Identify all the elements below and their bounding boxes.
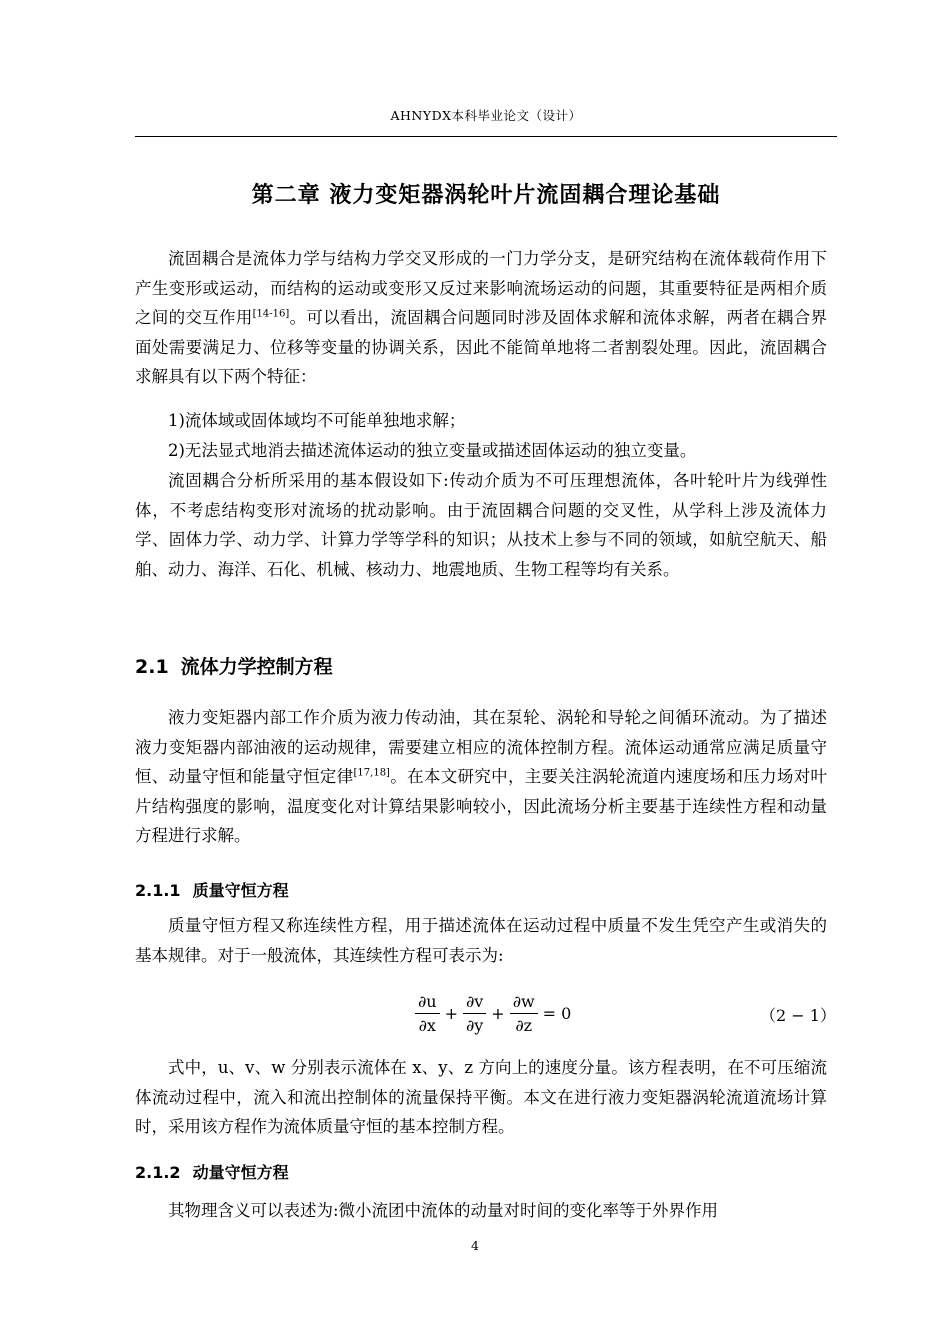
section-number: 2.1 (135, 656, 169, 678)
intro-paragraph-1 (135, 244, 827, 392)
continuity-equation (413, 988, 574, 1038)
plus-sign: + (444, 1003, 458, 1023)
fraction-du-dx (415, 992, 440, 1035)
page-number: 4 (471, 1238, 479, 1253)
intro-p1-text-b: 。可以看出，流固耦合问题同时涉及固体求解和流体求解，两者在耦合界面处需要满足力、位移等变量的协调关系，因此不能简单地将二者割裂处理。因此，流固耦合求解具有以下两个特征： (135, 308, 828, 386)
plus-sign: + (491, 1003, 505, 1023)
section-heading-2-1 (135, 652, 333, 679)
section-2-1-1-paragraph-1: 质量守恒方程又称连续性方程，用于描述流体在运动过程中质量不发生凭空产生或消失的基本规律。对于一般流体，其连续性方程可表示为: (135, 916, 827, 965)
section-heading-2-1-2 (135, 1160, 289, 1183)
numerator: ∂v (463, 992, 486, 1014)
list-item-2: 2)无法显式地消去描述流体运动的独立变量或描述固体运动的独立变量。 (168, 441, 697, 460)
intro-paragraph-2: 流固耦合分析所采用的基本假设如下:传动介质为不可压理想流体，各叶轮叶片为线弹性体，不考虑结构变形对流场的扰动影响。由于流固耦合问题的交叉性，从学科上涉及流体力学、固体力学、动力学、计算力学等学科的知识；从技术上参与不同的领域，如航空航天、船舶、动力、海洋、石化、机械、核动力、地震地质、生物工程等均有关系。 (135, 471, 827, 579)
running-header: AHNYDX本科毕业论文（设计） (390, 108, 582, 123)
citation: [17,18] (353, 767, 390, 779)
header-rule (135, 136, 837, 137)
section-2-1-text-a: 液力变矩器内部工作介质为液力传动油，其在泵轮、涡轮和导轮之间循环流动。为了描述液力变矩器内部油液的运动规律，需要建立相应的流体控制方程。流体运动通常应满足质量守恒、动量守恒和能量守恒定律 (135, 708, 827, 786)
list-item-1: 1)流体域或固体域均不可能单独地求解； (168, 411, 466, 430)
denominator: ∂y (465, 1015, 484, 1035)
citation: [14-16] (252, 308, 290, 320)
chapter-title: 第二章 液力变矩器涡轮叶片流固耦合理论基础 (251, 183, 721, 208)
denominator: ∂x (418, 1015, 436, 1035)
numerator: ∂w (510, 992, 538, 1014)
equation-number: （2 − 1） (760, 1006, 836, 1025)
numerator: ∂u (415, 992, 440, 1014)
fraction-dv-dy (463, 992, 486, 1035)
intro-p1-text-a: 流固耦合是流体力学与结构力学交叉形成的一门力学分支，是研究结构在流体载荷作用下产生变形或运动，而结构的运动或变形又反过来影响流场运动的问题，其重要特征是两相介质之间的交互作用 (135, 249, 827, 327)
section-number: 2.1.2 (135, 1163, 181, 1182)
section-2-1-paragraph (135, 703, 827, 851)
section-2-1-2-paragraph-1: 其物理含义可以表述为:微小流团中流体的动量对时间的变化率等于外界作用 (168, 1201, 719, 1220)
denominator: ∂z (515, 1015, 533, 1035)
section-2-1-text-b: 。在本文研究中，主要关注涡轮流道内速度场和压力场对叶片结构强度的影响，温度变化对计算结果影响较小，因此流场分析主要基于连续性方程和动量方程进行求解。 (135, 767, 828, 845)
section-2-1-1-paragraph-2: 式中，u、v、w 分别表示流体在 x、y、z 方向上的速度分量。该方程表明，在不可压缩流体流动过程中，流入和流出控制体的流量保持平衡。本文在进行液力变矩器涡轮流道流场计算时，采用该方程作为流体质量守恒的基本控制方程。 (135, 1058, 827, 1136)
section-number: 2.1.1 (135, 881, 181, 900)
section-title: 流体力学控制方程 (180, 656, 333, 678)
fraction-dw-dz (510, 992, 538, 1035)
section-title: 质量守恒方程 (192, 881, 289, 900)
equals-zero: = 0 (542, 1003, 572, 1023)
section-heading-2-1-1 (135, 878, 289, 901)
section-title: 动量守恒方程 (192, 1163, 289, 1182)
